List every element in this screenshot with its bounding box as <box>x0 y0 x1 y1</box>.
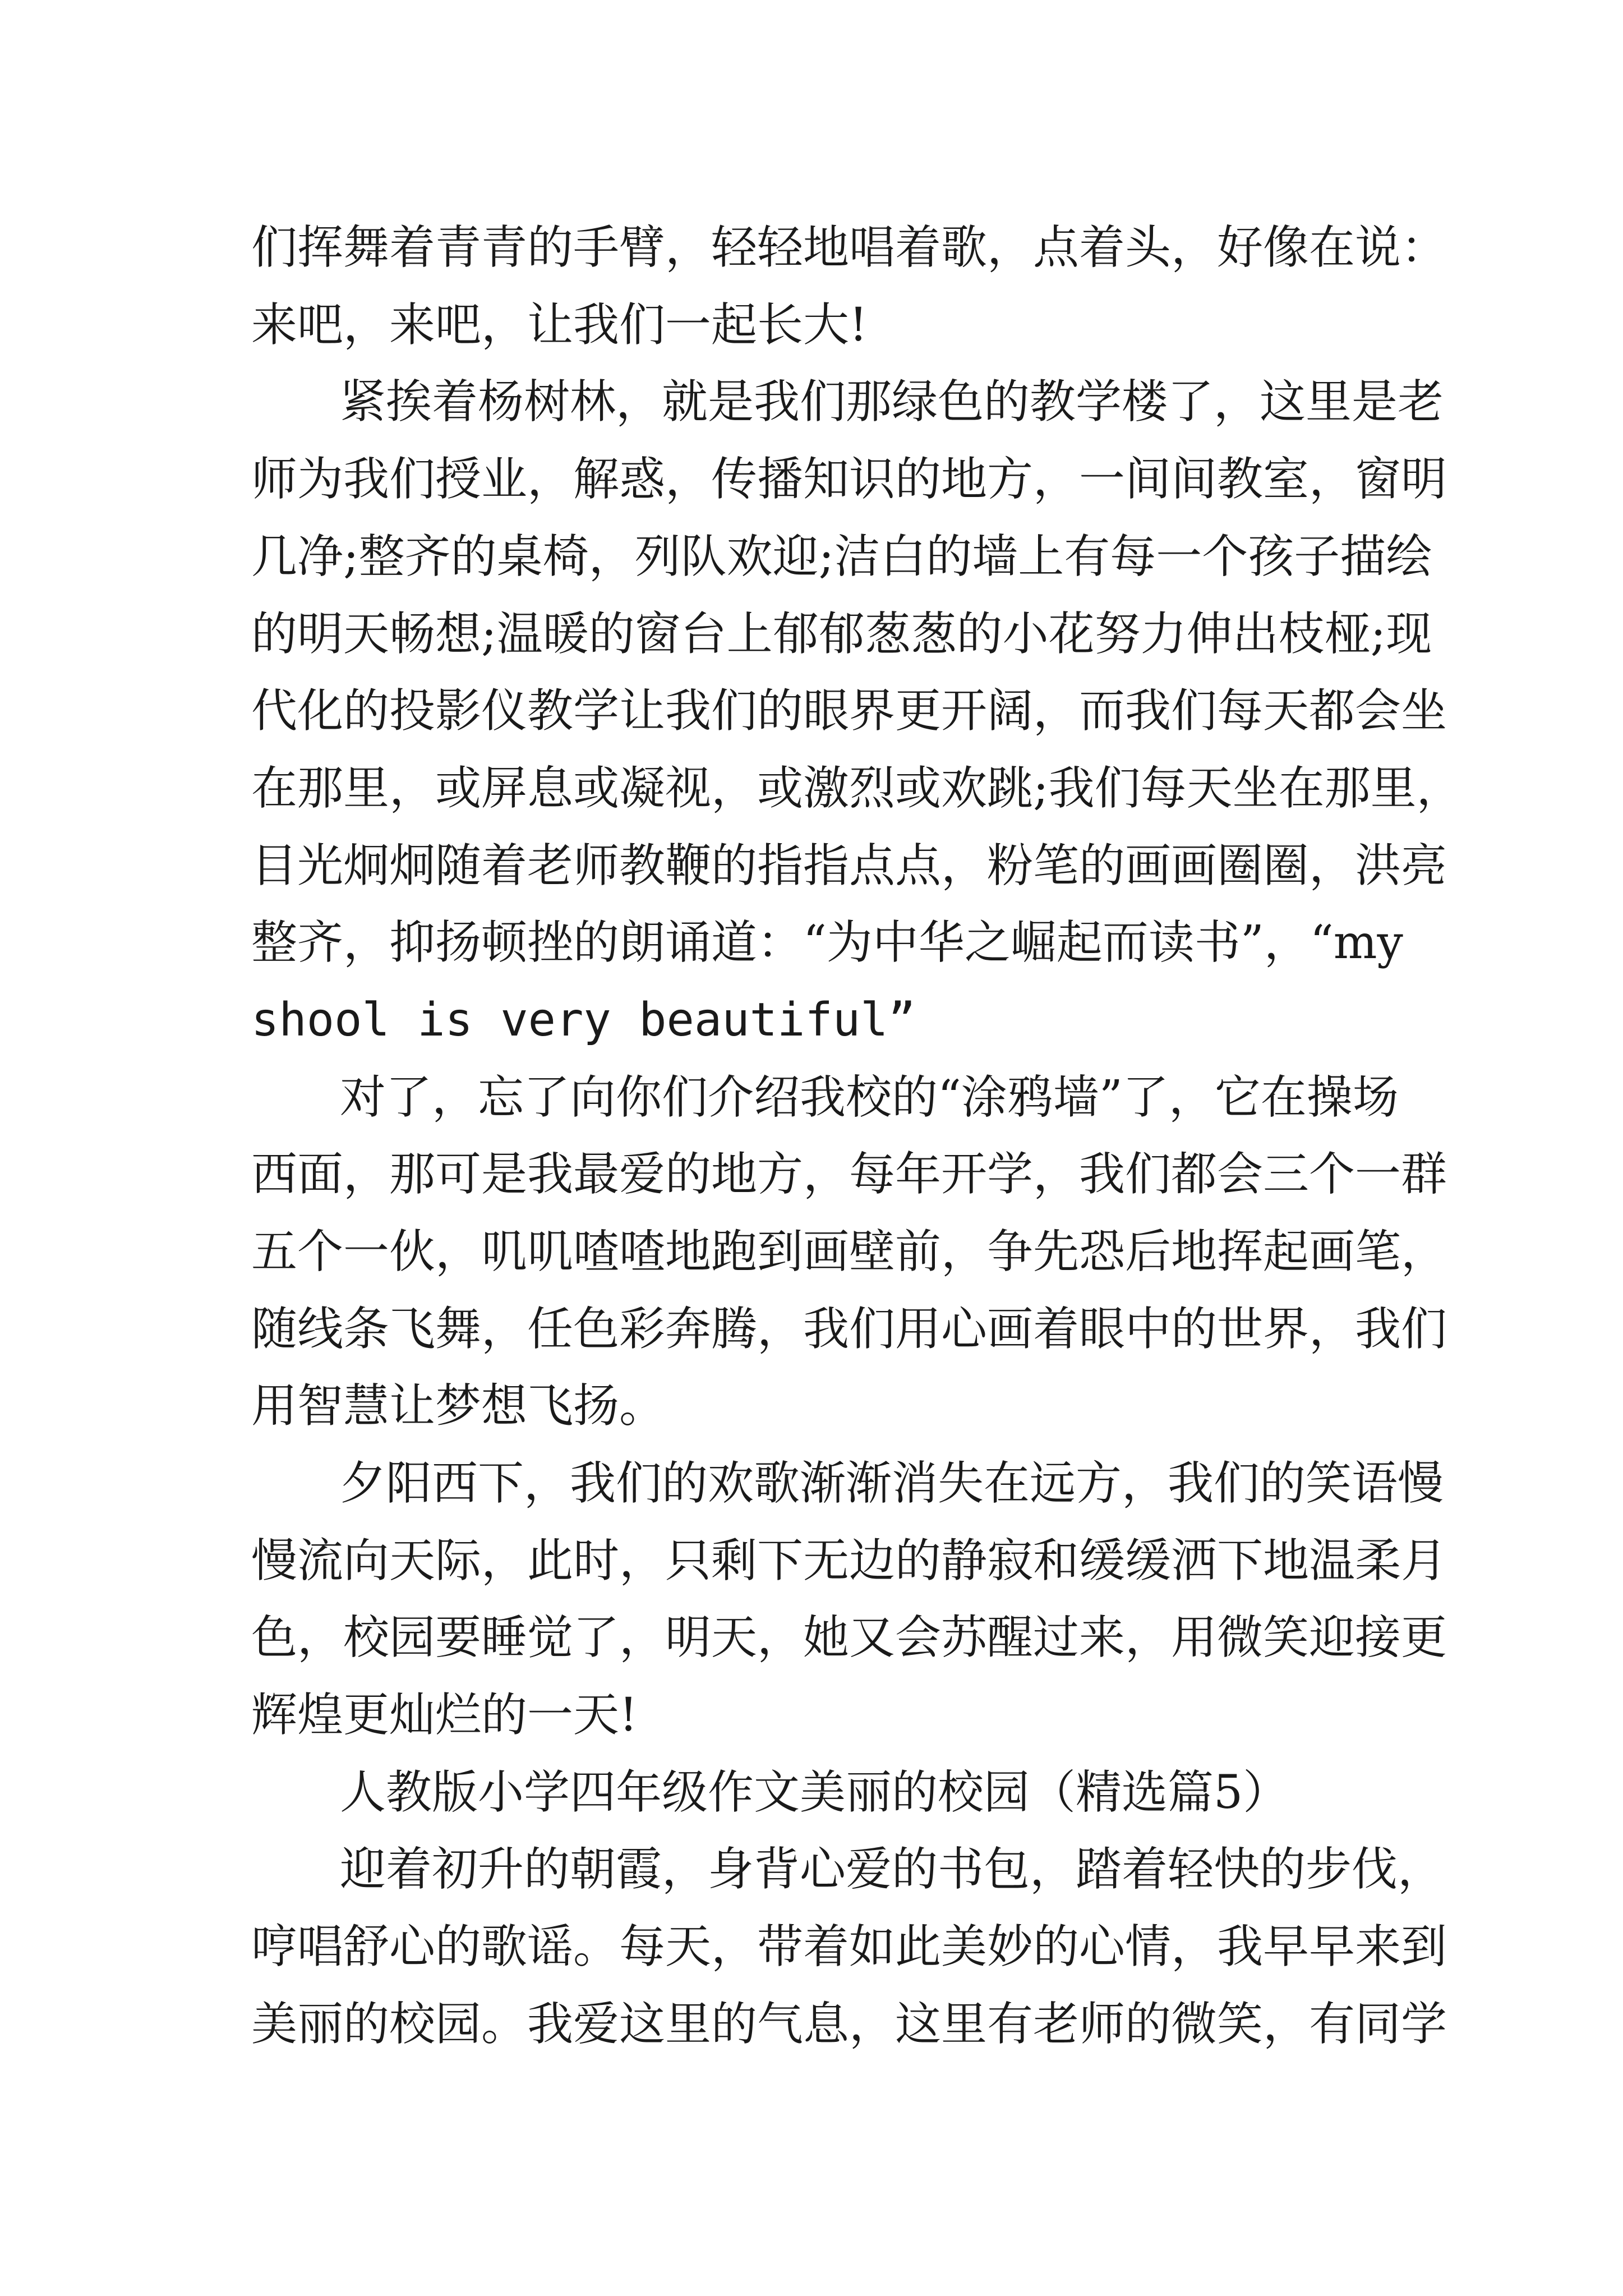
paragraph-start-line: 迎着初升的朝霞，身背心爱的书包，踏着轻快的步伐， <box>340 1843 1444 1896</box>
text-line: 在那里，或屏息或凝视，或激烈或欢跳;我们每天坐在那里， <box>251 762 1463 815</box>
text-line: 代化的投影仪教学让我们的眼界更开阔，而我们每天都会坐 <box>251 684 1447 738</box>
text-line: 五个一伙，叽叽喳喳地跑到画壁前，争先恐后地挥起画笔， <box>251 1225 1447 1278</box>
text-line: 师为我们授业，解惑，传播知识的地方，一间间教室，窗明 <box>251 453 1447 506</box>
text-line: 整齐，抑扬顿挫的朗诵道：“为中华之崛起而读书”，“my <box>251 916 1403 969</box>
text-line: 辉煌更灿烂的一天! <box>251 1688 638 1742</box>
text-line: 色，校园要睡觉了，明天，她又会苏醒过来，用微笑迎接更 <box>251 1611 1447 1664</box>
paragraph-start-line: 对了，忘了向你们介绍我校的“涂鸦墙”了，它在操场 <box>340 1071 1399 1124</box>
text-line: 几净;整齐的桌椅，列队欢迎;洁白的墙上有每一个孩子描绘 <box>251 530 1432 583</box>
text-line: 的明天畅想;温暖的窗台上郁郁葱葱的小花努力伸出枝桠;现 <box>251 608 1432 661</box>
text-line: 随线条飞舞，任色彩奔腾，我们用心画着眼中的世界，我们 <box>251 1303 1447 1356</box>
text-line: shool is very beautiful” <box>251 993 916 1047</box>
text-line: 慢流向天际，此时，只剩下无边的静寂和缓缓洒下地温柔月 <box>251 1534 1447 1588</box>
text-line: 目光炯炯随着老师教鞭的指指点点，粉笔的画画圈圈，洪亮 <box>251 839 1447 892</box>
text-line: 哼唱舒心的歌谣。每天，带着如此美妙的心情，我早早来到 <box>251 1920 1447 1973</box>
text-line: 们挥舞着青青的手臂，轻轻地唱着歌，点着头，好像在说： <box>251 221 1447 274</box>
text-line: 美丽的校园。我爱这里的气息，这里有老师的微笑，有同学 <box>251 1998 1447 2051</box>
paragraph-start-line: 紧挨着杨树林，就是我们那绿色的教学楼了，这里是老 <box>340 375 1444 429</box>
section-heading: 人教版小学四年级作文美丽的校园（精选篇5） <box>340 1766 1289 1819</box>
text-line: 来吧，来吧，让我们一起长大! <box>251 298 868 352</box>
paragraph-start-line: 夕阳西下，我们的欢歌渐渐消失在远方，我们的笑语慢 <box>340 1457 1444 1510</box>
text-line: 西面，那可是我最爱的地方，每年开学，我们都会三个一群 <box>251 1148 1447 1201</box>
text-line: 用智慧让梦想飞扬。 <box>251 1379 666 1433</box>
